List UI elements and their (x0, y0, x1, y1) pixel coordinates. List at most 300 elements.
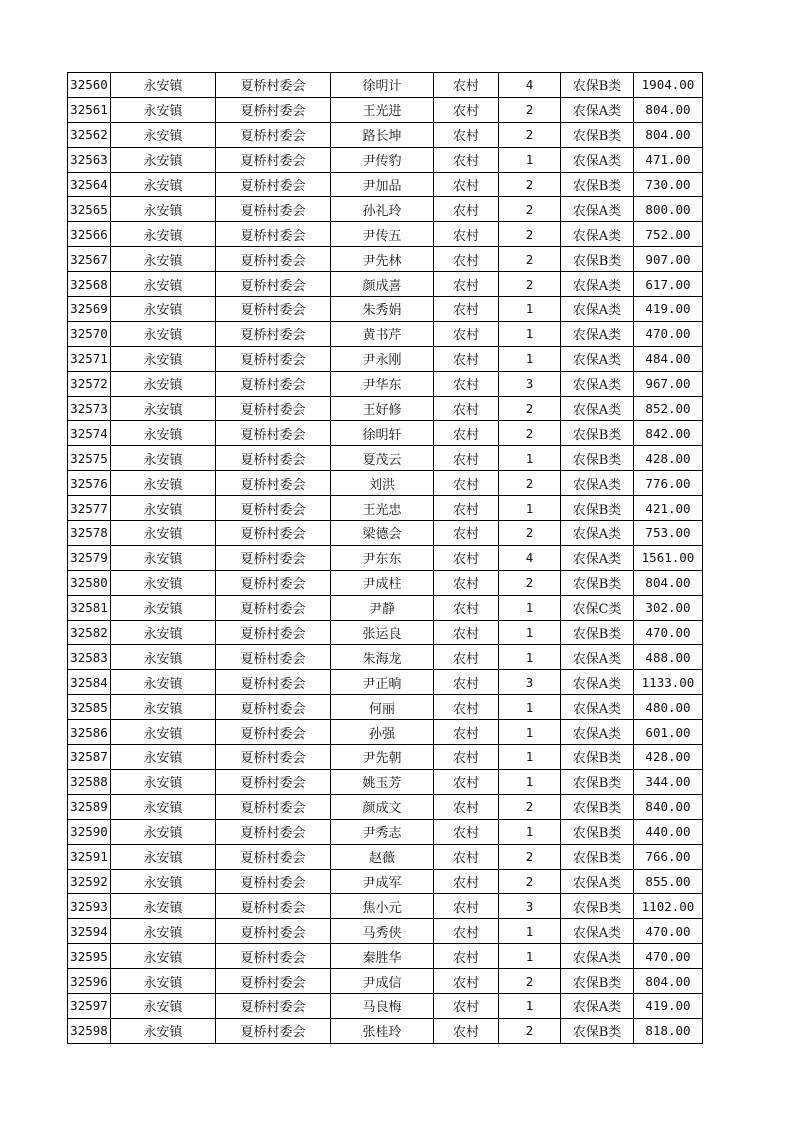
member-count-cell: 2 (499, 197, 561, 222)
household-type-cell: 农村 (434, 421, 499, 446)
village-cell: 夏桥村委会 (216, 570, 331, 595)
table-row (68, 769, 703, 794)
amount-cell: 1561.00 (634, 545, 703, 570)
record-id-cell: 32590 (68, 819, 111, 844)
town-cell: 永安镇 (111, 521, 216, 546)
category-cell: 农保B类 (561, 769, 634, 794)
village-cell: 夏桥村委会 (216, 645, 331, 670)
category-cell: 农保A类 (561, 147, 634, 172)
town-cell: 永安镇 (111, 545, 216, 570)
record-id-cell: 32580 (68, 570, 111, 595)
table-row (68, 446, 703, 471)
household-type-cell: 农村 (434, 745, 499, 770)
name-cell: 颜成喜 (331, 272, 434, 297)
amount-cell: 344.00 (634, 769, 703, 794)
village-cell: 夏桥村委会 (216, 446, 331, 471)
member-count-cell: 2 (499, 471, 561, 496)
member-count-cell: 1 (499, 346, 561, 371)
village-cell: 夏桥村委会 (216, 819, 331, 844)
member-count-cell: 2 (499, 172, 561, 197)
town-cell: 永安镇 (111, 172, 216, 197)
record-id-cell: 32574 (68, 421, 111, 446)
name-cell: 尹成军 (331, 869, 434, 894)
name-cell: 王好修 (331, 396, 434, 421)
record-id-cell: 32586 (68, 720, 111, 745)
amount-cell: 1133.00 (634, 670, 703, 695)
member-count-cell: 3 (499, 894, 561, 919)
table-row (68, 869, 703, 894)
category-cell: 农保A类 (561, 371, 634, 396)
household-type-cell: 农村 (434, 197, 499, 222)
town-cell: 永安镇 (111, 1018, 216, 1043)
amount-cell: 818.00 (634, 1018, 703, 1043)
record-id-cell: 32569 (68, 297, 111, 322)
name-cell: 王光忠 (331, 496, 434, 521)
amount-cell: 855.00 (634, 869, 703, 894)
member-count-cell: 2 (499, 794, 561, 819)
member-count-cell: 1 (499, 595, 561, 620)
household-type-cell: 农村 (434, 521, 499, 546)
village-cell: 夏桥村委会 (216, 769, 331, 794)
amount-cell: 428.00 (634, 446, 703, 471)
table-row (68, 297, 703, 322)
amount-cell: 840.00 (634, 794, 703, 819)
member-count-cell: 2 (499, 844, 561, 869)
amount-cell: 302.00 (634, 595, 703, 620)
record-id-cell: 32587 (68, 745, 111, 770)
member-count-cell: 2 (499, 247, 561, 272)
household-type-cell: 农村 (434, 993, 499, 1018)
record-id-cell: 32572 (68, 371, 111, 396)
town-cell: 永安镇 (111, 346, 216, 371)
name-cell: 尹永刚 (331, 346, 434, 371)
category-cell: 农保B类 (561, 247, 634, 272)
household-type-cell: 农村 (434, 819, 499, 844)
record-id-cell: 32593 (68, 894, 111, 919)
amount-cell: 428.00 (634, 745, 703, 770)
table-row (68, 371, 703, 396)
town-cell: 永安镇 (111, 122, 216, 147)
town-cell: 永安镇 (111, 620, 216, 645)
category-cell: 农保B类 (561, 570, 634, 595)
amount-cell: 470.00 (634, 944, 703, 969)
amount-cell: 470.00 (634, 620, 703, 645)
village-cell: 夏桥村委会 (216, 869, 331, 894)
amount-cell: 766.00 (634, 844, 703, 869)
table-row (68, 346, 703, 371)
household-type-cell: 农村 (434, 595, 499, 620)
town-cell: 永安镇 (111, 670, 216, 695)
amount-cell: 601.00 (634, 720, 703, 745)
name-cell: 刘洪 (331, 471, 434, 496)
village-cell: 夏桥村委会 (216, 944, 331, 969)
table-row (68, 521, 703, 546)
name-cell: 尹成信 (331, 969, 434, 994)
record-id-cell: 32570 (68, 321, 111, 346)
village-cell: 夏桥村委会 (216, 545, 331, 570)
category-cell: 农保A类 (561, 720, 634, 745)
household-type-cell: 农村 (434, 620, 499, 645)
town-cell: 永安镇 (111, 844, 216, 869)
village-cell: 夏桥村委会 (216, 894, 331, 919)
table-row (68, 570, 703, 595)
household-type-cell: 农村 (434, 247, 499, 272)
name-cell: 孙礼玲 (331, 197, 434, 222)
category-cell: 农保B类 (561, 1018, 634, 1043)
record-id-cell: 32596 (68, 969, 111, 994)
town-cell: 永安镇 (111, 496, 216, 521)
table-row (68, 969, 703, 994)
category-cell: 农保A类 (561, 670, 634, 695)
household-type-cell: 农村 (434, 1018, 499, 1043)
table-row (68, 122, 703, 147)
record-id-cell: 32595 (68, 944, 111, 969)
table-row (68, 670, 703, 695)
village-cell: 夏桥村委会 (216, 321, 331, 346)
table-row (68, 97, 703, 122)
amount-cell: 440.00 (634, 819, 703, 844)
table-row (68, 471, 703, 496)
name-cell: 尹静 (331, 595, 434, 620)
table-row (68, 1018, 703, 1043)
table-row (68, 421, 703, 446)
table-row (68, 73, 703, 98)
town-cell: 永安镇 (111, 421, 216, 446)
village-cell: 夏桥村委会 (216, 97, 331, 122)
category-cell: 农保B类 (561, 421, 634, 446)
category-cell: 农保B类 (561, 172, 634, 197)
name-cell: 赵薇 (331, 844, 434, 869)
household-type-cell: 农村 (434, 371, 499, 396)
village-cell: 夏桥村委会 (216, 421, 331, 446)
amount-cell: 842.00 (634, 421, 703, 446)
village-cell: 夏桥村委会 (216, 919, 331, 944)
village-cell: 夏桥村委会 (216, 521, 331, 546)
household-type-cell: 农村 (434, 222, 499, 247)
member-count-cell: 2 (499, 969, 561, 994)
category-cell: 农保A类 (561, 944, 634, 969)
amount-cell: 421.00 (634, 496, 703, 521)
household-type-cell: 农村 (434, 496, 499, 521)
amount-cell: 804.00 (634, 122, 703, 147)
member-count-cell: 2 (499, 521, 561, 546)
table-row (68, 396, 703, 421)
name-cell: 尹秀志 (331, 819, 434, 844)
category-cell: 农保A类 (561, 272, 634, 297)
name-cell: 尹华东 (331, 371, 434, 396)
town-cell: 永安镇 (111, 446, 216, 471)
table-row (68, 545, 703, 570)
record-id-cell: 32567 (68, 247, 111, 272)
town-cell: 永安镇 (111, 197, 216, 222)
table-row (68, 197, 703, 222)
name-cell: 焦小元 (331, 894, 434, 919)
town-cell: 永安镇 (111, 769, 216, 794)
table-body (68, 73, 703, 1044)
table-row (68, 745, 703, 770)
town-cell: 永安镇 (111, 745, 216, 770)
village-cell: 夏桥村委会 (216, 247, 331, 272)
name-cell: 何丽 (331, 695, 434, 720)
household-type-cell: 农村 (434, 670, 499, 695)
table-row (68, 695, 703, 720)
amount-cell: 852.00 (634, 396, 703, 421)
record-id-cell: 32571 (68, 346, 111, 371)
household-type-cell: 农村 (434, 969, 499, 994)
name-cell: 黄书芹 (331, 321, 434, 346)
member-count-cell: 1 (499, 496, 561, 521)
category-cell: 农保B类 (561, 122, 634, 147)
amount-cell: 1102.00 (634, 894, 703, 919)
record-id-cell: 32577 (68, 496, 111, 521)
table-row (68, 222, 703, 247)
amount-cell: 804.00 (634, 97, 703, 122)
record-id-cell: 32564 (68, 172, 111, 197)
household-type-cell: 农村 (434, 297, 499, 322)
category-cell: 农保B类 (561, 819, 634, 844)
name-cell: 尹加品 (331, 172, 434, 197)
member-count-cell: 1 (499, 297, 561, 322)
record-id-cell: 32583 (68, 645, 111, 670)
record-id-cell: 32562 (68, 122, 111, 147)
record-id-cell: 32561 (68, 97, 111, 122)
category-cell: 农保A类 (561, 869, 634, 894)
category-cell: 农保B类 (561, 496, 634, 521)
name-cell: 张桂玲 (331, 1018, 434, 1043)
table-row (68, 595, 703, 620)
town-cell: 永安镇 (111, 97, 216, 122)
member-count-cell: 1 (499, 769, 561, 794)
household-type-cell: 农村 (434, 869, 499, 894)
amount-cell: 752.00 (634, 222, 703, 247)
name-cell: 姚玉芳 (331, 769, 434, 794)
village-cell: 夏桥村委会 (216, 297, 331, 322)
name-cell: 颜成文 (331, 794, 434, 819)
amount-cell: 488.00 (634, 645, 703, 670)
member-count-cell: 1 (499, 944, 561, 969)
village-cell: 夏桥村委会 (216, 720, 331, 745)
amount-cell: 730.00 (634, 172, 703, 197)
table-row (68, 321, 703, 346)
town-cell: 永安镇 (111, 147, 216, 172)
town-cell: 永安镇 (111, 969, 216, 994)
category-cell: 农保A类 (561, 396, 634, 421)
table-row (68, 496, 703, 521)
member-count-cell: 2 (499, 122, 561, 147)
village-cell: 夏桥村委会 (216, 670, 331, 695)
category-cell: 农保B类 (561, 446, 634, 471)
household-type-cell: 农村 (434, 545, 499, 570)
record-id-cell: 32589 (68, 794, 111, 819)
category-cell: 农保B类 (561, 745, 634, 770)
record-id-cell: 32592 (68, 869, 111, 894)
table-row (68, 944, 703, 969)
table-row (68, 147, 703, 172)
member-count-cell: 1 (499, 446, 561, 471)
name-cell: 徐明轩 (331, 421, 434, 446)
member-count-cell: 2 (499, 396, 561, 421)
member-count-cell: 2 (499, 570, 561, 595)
household-type-cell: 农村 (434, 73, 499, 98)
household-type-cell: 农村 (434, 844, 499, 869)
member-count-cell: 1 (499, 993, 561, 1018)
table-row (68, 993, 703, 1018)
name-cell: 夏茂云 (331, 446, 434, 471)
household-type-cell: 农村 (434, 272, 499, 297)
record-id-cell: 32581 (68, 595, 111, 620)
village-cell: 夏桥村委会 (216, 745, 331, 770)
category-cell: 农保B类 (561, 794, 634, 819)
member-count-cell: 3 (499, 670, 561, 695)
town-cell: 永安镇 (111, 595, 216, 620)
member-count-cell: 3 (499, 371, 561, 396)
town-cell: 永安镇 (111, 272, 216, 297)
member-count-cell: 1 (499, 321, 561, 346)
table-row (68, 844, 703, 869)
category-cell: 农保A类 (561, 645, 634, 670)
category-cell: 农保B类 (561, 73, 634, 98)
town-cell: 永安镇 (111, 645, 216, 670)
village-cell: 夏桥村委会 (216, 695, 331, 720)
name-cell: 尹传豹 (331, 147, 434, 172)
name-cell: 路长坤 (331, 122, 434, 147)
household-type-cell: 农村 (434, 346, 499, 371)
category-cell: 农保B类 (561, 620, 634, 645)
town-cell: 永安镇 (111, 894, 216, 919)
amount-cell: 800.00 (634, 197, 703, 222)
amount-cell: 753.00 (634, 521, 703, 546)
amount-cell: 419.00 (634, 297, 703, 322)
name-cell: 梁德会 (331, 521, 434, 546)
category-cell: 农保B类 (561, 844, 634, 869)
household-type-cell: 农村 (434, 720, 499, 745)
category-cell: 农保A类 (561, 346, 634, 371)
record-id-cell: 32575 (68, 446, 111, 471)
category-cell: 农保A类 (561, 471, 634, 496)
household-type-cell: 农村 (434, 172, 499, 197)
village-cell: 夏桥村委会 (216, 73, 331, 98)
village-cell: 夏桥村委会 (216, 272, 331, 297)
amount-cell: 484.00 (634, 346, 703, 371)
town-cell: 永安镇 (111, 695, 216, 720)
category-cell: 农保A类 (561, 321, 634, 346)
table-row (68, 919, 703, 944)
category-cell: 农保A类 (561, 545, 634, 570)
town-cell: 永安镇 (111, 247, 216, 272)
record-id-cell: 32566 (68, 222, 111, 247)
town-cell: 永安镇 (111, 819, 216, 844)
member-count-cell: 2 (499, 421, 561, 446)
table-row (68, 247, 703, 272)
town-cell: 永安镇 (111, 919, 216, 944)
village-cell: 夏桥村委会 (216, 346, 331, 371)
household-type-cell: 农村 (434, 894, 499, 919)
name-cell: 王光进 (331, 97, 434, 122)
village-cell: 夏桥村委会 (216, 471, 331, 496)
amount-cell: 804.00 (634, 570, 703, 595)
town-cell: 永安镇 (111, 471, 216, 496)
household-type-cell: 农村 (434, 769, 499, 794)
village-cell: 夏桥村委会 (216, 993, 331, 1018)
name-cell: 秦胜华 (331, 944, 434, 969)
town-cell: 永安镇 (111, 993, 216, 1018)
member-count-cell: 2 (499, 97, 561, 122)
record-id-cell: 32578 (68, 521, 111, 546)
household-type-cell: 农村 (434, 471, 499, 496)
name-cell: 马秀侠 (331, 919, 434, 944)
record-id-cell: 32594 (68, 919, 111, 944)
member-count-cell: 1 (499, 645, 561, 670)
village-cell: 夏桥村委会 (216, 371, 331, 396)
category-cell: 农保A类 (561, 222, 634, 247)
member-count-cell: 4 (499, 73, 561, 98)
record-id-cell: 32565 (68, 197, 111, 222)
category-cell: 农保B类 (561, 969, 634, 994)
name-cell: 徐明计 (331, 73, 434, 98)
town-cell: 永安镇 (111, 371, 216, 396)
member-count-cell: 2 (499, 869, 561, 894)
town-cell: 永安镇 (111, 570, 216, 595)
town-cell: 永安镇 (111, 222, 216, 247)
category-cell: 农保B类 (561, 894, 634, 919)
name-cell: 孙强 (331, 720, 434, 745)
amount-cell: 480.00 (634, 695, 703, 720)
member-count-cell: 4 (499, 545, 561, 570)
town-cell: 永安镇 (111, 321, 216, 346)
name-cell: 马良梅 (331, 993, 434, 1018)
household-type-cell: 农村 (434, 944, 499, 969)
record-id-cell: 32576 (68, 471, 111, 496)
village-cell: 夏桥村委会 (216, 620, 331, 645)
record-id-cell: 32597 (68, 993, 111, 1018)
record-id-cell: 32582 (68, 620, 111, 645)
record-id-cell: 32584 (68, 670, 111, 695)
member-count-cell: 2 (499, 1018, 561, 1043)
village-cell: 夏桥村委会 (216, 197, 331, 222)
category-cell: 农保A类 (561, 919, 634, 944)
record-id-cell: 32598 (68, 1018, 111, 1043)
record-id-cell: 32563 (68, 147, 111, 172)
household-type-cell: 农村 (434, 645, 499, 670)
table-row (68, 819, 703, 844)
member-count-cell: 1 (499, 919, 561, 944)
name-cell: 朱秀娟 (331, 297, 434, 322)
amount-cell: 470.00 (634, 321, 703, 346)
name-cell: 尹正晌 (331, 670, 434, 695)
name-cell: 尹先林 (331, 247, 434, 272)
amount-cell: 1904.00 (634, 73, 703, 98)
category-cell: 农保A类 (561, 297, 634, 322)
village-cell: 夏桥村委会 (216, 222, 331, 247)
household-type-cell: 农村 (434, 321, 499, 346)
town-cell: 永安镇 (111, 297, 216, 322)
amount-cell: 776.00 (634, 471, 703, 496)
table-row (68, 720, 703, 745)
record-id-cell: 32585 (68, 695, 111, 720)
member-count-cell: 1 (499, 695, 561, 720)
table-row (68, 894, 703, 919)
name-cell: 尹先朝 (331, 745, 434, 770)
member-count-cell: 2 (499, 272, 561, 297)
table-row (68, 172, 703, 197)
name-cell: 尹传五 (331, 222, 434, 247)
town-cell: 永安镇 (111, 720, 216, 745)
town-cell: 永安镇 (111, 869, 216, 894)
record-id-cell: 32579 (68, 545, 111, 570)
household-type-cell: 农村 (434, 396, 499, 421)
village-cell: 夏桥村委会 (216, 122, 331, 147)
amount-cell: 617.00 (634, 272, 703, 297)
